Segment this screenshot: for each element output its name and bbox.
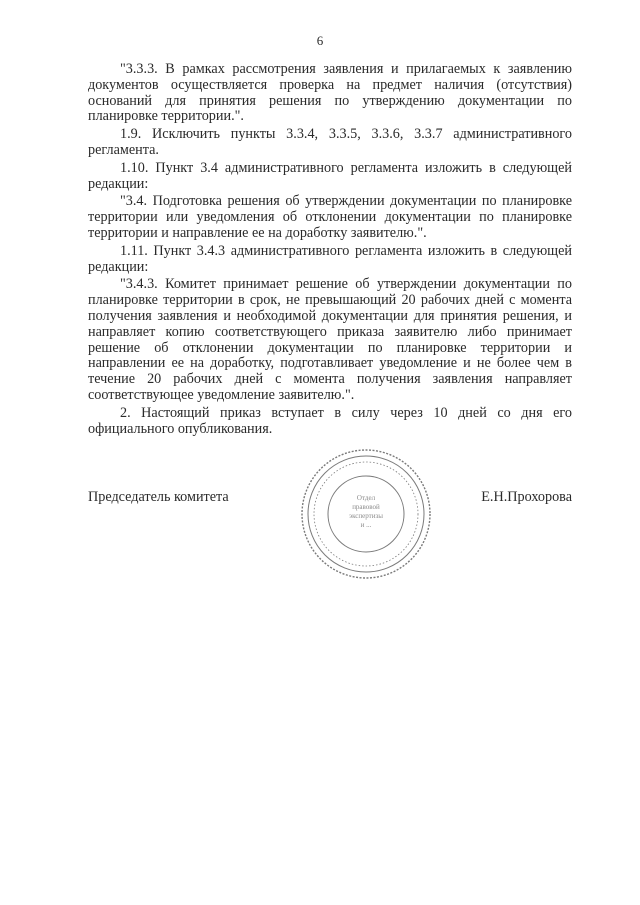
signatory-title: Председатель комитета: [88, 489, 229, 505]
signatory-name: Е.Н.Прохорова: [481, 489, 572, 505]
stamp-line-3: экспертизы: [349, 512, 383, 520]
document-body: [88, 62, 572, 437]
page-number: 6: [316, 33, 324, 48]
paragraph-2: 2. Настоящий приказ вступает в силу через 10 дней со дня его официального опубликования.: [88, 404, 572, 437]
paragraph-3-4-3: "3.4.3. Комитет принимает решение об утверждении документации по планировке территории в срок, не превышающий 20 рабочих дней с момента получения заявления и необходимой документации для принятия решения, и направляет копию соответствующего приказа заявителю либо принимает решение об отклонении документации по планировке территории и направлении ее на доработку, подготавливает уведомление и не более чем в течение 20 рабочих дней с момента получения заявления направляет соответствующее уведомление заявителю.".: [88, 276, 572, 403]
official-seal-stamp: [298, 446, 434, 582]
paragraph-3-3-3: "3.3.3. В рамках рассмотрения заявления и прилагаемых к заявлению документов осуществляется проверка на предмет наличия (отсутствия) оснований для принятия решения по утверждению документации по планировке территории.".: [88, 61, 572, 125]
paragraph-1-10: 1.10. Пункт 3.4 административного регламента изложить в следующей редакции:: [88, 159, 572, 192]
paragraph-1-9: 1.9. Исключить пункты 3.3.4, 3.3.5, 3.3.6, 3.3.7 административного регламента.: [88, 126, 572, 158]
stamp-line-1: Отдел: [356, 494, 376, 502]
stamp-line-4: и ...: [360, 521, 372, 529]
paragraph-1-11: 1.11. Пункт 3.4.3 административного регламента изложить в следующей редакции:: [88, 242, 572, 275]
paragraph-3-4: "3.4. Подготовка решения об утверждении документации по планировке территории или уведомления об отклонении документации по планировке территории и направление ее на доработку заявителю.".: [88, 193, 572, 241]
stamp-line-2: правовой: [352, 503, 380, 511]
